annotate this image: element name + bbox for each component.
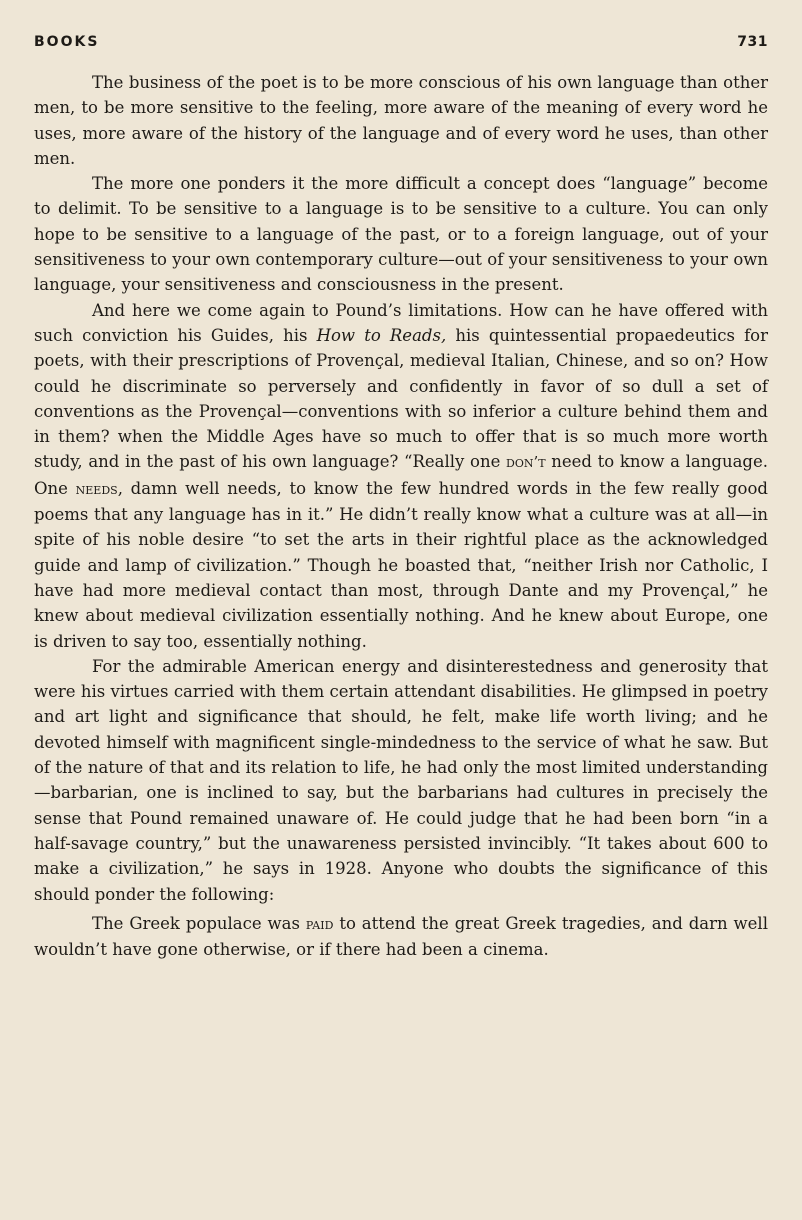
paragraph-3-text-c: need to know a language. One: [34, 452, 768, 498]
paragraph-2: The more one ponders it the more difficult a concept does “language” become to delimit. To be sensitive to a language is to be sensitive to a culture. You can only hope to be sensitive to a language of the past, or to a foreign language, out of your sensitiveness to your own contemporary culture—out of your sensitiveness to your own language, your sensitiveness and consciousness in the present.: [34, 174, 768, 295]
paragraph-3-text-a: And here we come again to Pound’s limitations. How can he have offered with such conviction his Guides, his: [34, 300, 768, 345]
running-head: [34, 34, 768, 50]
paragraph-3-text-b: his quintessential propaedeutics for poets, with their prescriptions of Provençal, medieval Italian, Chinese, and so on? How could he discriminate so perversely and confidently in favor of so dull a set of conventions as the Provençal—conventions with so inferior a culture behind them and in them? when the Middle Ages have so much to offer that is so much more worth study, and in the past of his own language? “Really one: [34, 325, 768, 472]
quote-text-b: to attend the great Greek tragedies, and darn well wouldn’t have gone otherwise, or if there had been a cinema.: [34, 913, 768, 960]
paragraph-4: For the admirable American energy and disinterestedness and generosity that were his virtues carried with them certain attendant disabilities. He glimpsed in poetry and art light and significance that should, he felt, make life worth living; and he devoted himself with magnificent single-mindedness to the service of what he saw. But of the nature of that and its relation to life, he had only the most limited understanding—barbarian, one is inclined to say, but the barbarians had cultures in precisely the sense that Pound remained unaware of. He could judge that he had been born “in a half-savage country,” but the unawareness persisted invincibly. “It takes about 600 to make a civilization,” he says in 1928. Anyone who doubts the significance of this should ponder the following:: [34, 656, 768, 904]
small-caps-paid: paid: [305, 914, 334, 933]
paragraph-3-text-d: , damn well needs, to know the few hundred words in the few really good poems that any language has in it.” He didn’t really know what a culture was at all—in spite of his noble desire “to set the arts in their rightful place as the acknowledged guide and lamp of civilization.” Though he boasted that, “neither Irish nor Catholic, I have had more medieval contact than most, through Dante and my Provençal,” he knew about medieval civilization essentially nothing. And he knew about Europe, one is driven to say too, essentially nothing.: [34, 478, 768, 651]
block-quote: [34, 911, 768, 963]
small-caps-dont: don’t: [506, 453, 546, 472]
body-text: [34, 70, 768, 962]
section-title: BOOKS: [34, 34, 100, 50]
page-number: 731: [737, 34, 768, 50]
paragraph-1: The business of the poet is to be more conscious of his own language than other men, to be more sensitive to the feeling, more aware of the meaning of every word he uses, more aware of the history of the language and of every word he uses, than other men.: [34, 73, 768, 168]
quote-text-a: The Greek populace was: [92, 913, 306, 933]
small-caps-needs: needs: [75, 479, 118, 498]
paragraph-3: [34, 298, 768, 654]
book-title-italic: How to Reads,: [316, 325, 447, 345]
